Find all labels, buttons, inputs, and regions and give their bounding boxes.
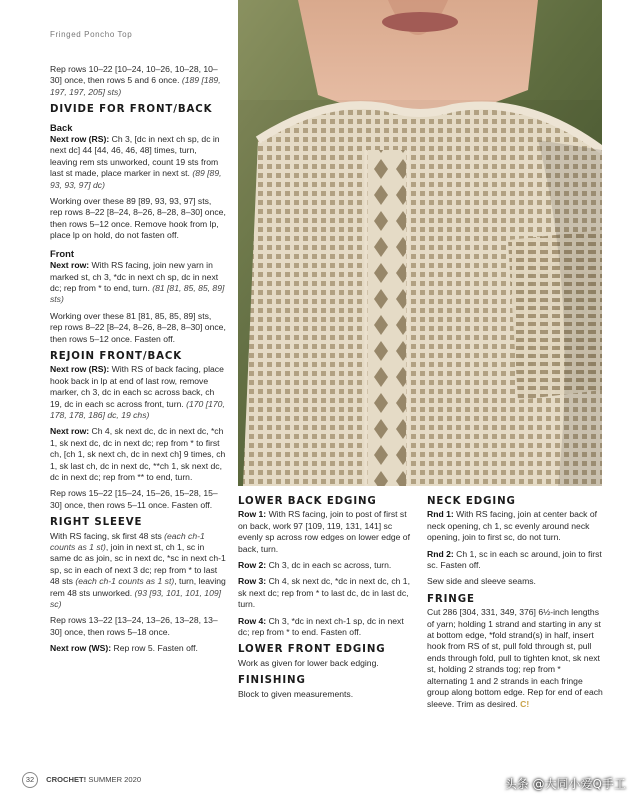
neck-rnd-2: Rnd 2: Ch 1, sc in each sc around, join to first sc. Fasten off. xyxy=(427,548,602,571)
sleeve-instructions: With RS facing, sk first 48 sts (each ch-1 counts as 1 st), join in next st, ch 1, sc in same dc as join, sc in next dc, *sc in next ch-1 sp, sc in each of next 3 dc; rep from * to last 48 sts (each ch-1 counts as 1 st), turn, leaving rem 48 sts unworked. (93 [93, 101, 101, 109] sc) xyxy=(50,530,226,610)
garment-photo xyxy=(238,0,602,486)
sleeve-repeat: Rep rows 13–22 [13–24, 13–26, 13–28, 13–30] once, then rows 5–18 once. xyxy=(50,615,218,637)
finishing-text: Block to given measurements. xyxy=(238,688,354,699)
issue-label: SUMMER 2020 xyxy=(88,775,142,784)
heading-finishing: FINISHING xyxy=(238,675,306,687)
subheading-back: Back xyxy=(50,121,73,133)
edging-row-4: Row 4: Ch 3, *dc in next ch-1 sp, dc in next dc; rep from * to end. Fasten off. xyxy=(238,615,404,638)
back-working: Working over these 89 [89, 93, 93, 97] sts, rep rows 8–22 [8–24, 8–26, 8–28, 8–30] once, then rows 5–12 once. Remove hook from lp, place lp on hold, do not fasten off. xyxy=(50,196,226,241)
end-mark: C! xyxy=(520,698,530,709)
front-next-row: Next row: With RS facing, join new yarn in marked st, ch 3, *dc in next ch sp, dc in next dc; rep from * to end, turn. (81 [81, 85, 85, 89] sts) xyxy=(50,260,225,305)
neck-rnd-1: Rnd 1: With RS facing, join at center back of neck opening, ch 1, sc evenly around neck opening, join to first sc, do not turn. xyxy=(427,509,598,543)
heading-neck-edging: NECK EDGING xyxy=(427,496,516,507)
column-right xyxy=(427,496,603,715)
front-edging-text: Work as given for lower back edging. xyxy=(238,657,379,668)
rejoin-next-row: Next row: Ch 4, sk next dc, dc in next dc, *ch 1, sk next dc, dc in next dc; rep from * to first ch, [ch 1, sk next ch, dc in next ch] 9 times, ch 1, sk last ch, dc in next dc, **ch 1, sk next dc, dc in next dc; rep from ** to end, turn. xyxy=(50,426,226,482)
heading-lower-back-edging: LOWER BACK EDGING xyxy=(238,496,377,507)
page-number: 32 xyxy=(22,772,38,788)
column-left xyxy=(50,64,226,660)
heading-rejoin: REJOIN FRONT/BACK xyxy=(50,350,183,362)
heading-lower-front-edging: LOWER FRONT EDGING xyxy=(238,644,386,656)
heading-fringe: FRINGE xyxy=(427,593,475,605)
edging-row-2: Row 2: Ch 3, dc in each sc across, turn. xyxy=(238,560,392,571)
sleeve-next-row-ws: Next row (WS): Rep row 5. Fasten off. xyxy=(50,643,198,654)
rejoin-next-row-rs: Next row (RS): With RS of back facing, place hook back in lp at end of last row, remove marker, ch 3, dc in each sc across back, ch 19, dc in each sc across front, turn. (170 [170, 178, 178, 186] dc, 19 chs) xyxy=(50,364,225,420)
fringe-text: Cut 286 [304, 331, 349, 376] 6½-inch lengths of yarn; holding 1 strand and starting in any st at bottom edge, *fold strand(s) in half, insert hook from RS of st, pull fold through st, pull ends through fold, pull to tighten knot, sk next st, holding 2 strands tog; rep from * alternating 1 and 2 strands in each fringe group along bottom edge. Rep for end of each sleeve. Trim as desired. C! xyxy=(427,607,603,709)
heading-right-sleeve: RIGHT SLEEVE xyxy=(50,517,143,529)
crochet-top-illustration xyxy=(238,0,602,486)
subheading-front: Front xyxy=(50,247,74,259)
running-header: Fringed Poncho Top xyxy=(50,30,133,39)
edging-row-3: Row 3: Ch 4, sk next dc, *dc in next dc, ch 1, sk next dc; rep from * to last dc, dc in last dc, turn. xyxy=(238,576,410,610)
front-working: Working over these 81 [81, 85, 85, 89] sts, rep rows 8–22 [8–24, 8–26, 8–28, 8–30] once, then rows 5–12 once. Fasten off. xyxy=(50,310,226,344)
heading-divide: DIVIDE FOR FRONT/BACK xyxy=(50,104,213,116)
watermark: 头条 @大同小爱Q手工 xyxy=(504,777,626,791)
edging-row-1: Row 1: With RS facing, join to post of first st on back, work 97 [109, 119, 131, 141] sc evenly sp across row edges on lower edge of back, turn. xyxy=(238,509,410,554)
column-middle xyxy=(238,496,410,705)
intro-paragraph: Rep rows 10–22 [10–24, 10–26, 10–28, 10–30] once, then rows 5 and 6 once. (189 [189, 197, 197, 205] sts) xyxy=(50,64,221,97)
page-footer xyxy=(22,772,141,788)
seams-text: Sew side and sleeve seams. xyxy=(427,576,536,587)
back-next-row: Next row (RS): Ch 3, [dc in next ch sp, dc in next dc] 44 [44, 46, 46, 48] times, turn, leaving rem sts unworked, count 19 sts from last st made, place marker in next st. (89 [89, 93, 93, 97] dc) xyxy=(50,134,222,190)
rejoin-repeat: Rep rows 15–22 [15–24, 15–26, 15–28, 15–30] once, then rows 5–11 once. Fasten off. xyxy=(50,488,218,510)
magazine-name: CROCHET! xyxy=(46,775,87,784)
